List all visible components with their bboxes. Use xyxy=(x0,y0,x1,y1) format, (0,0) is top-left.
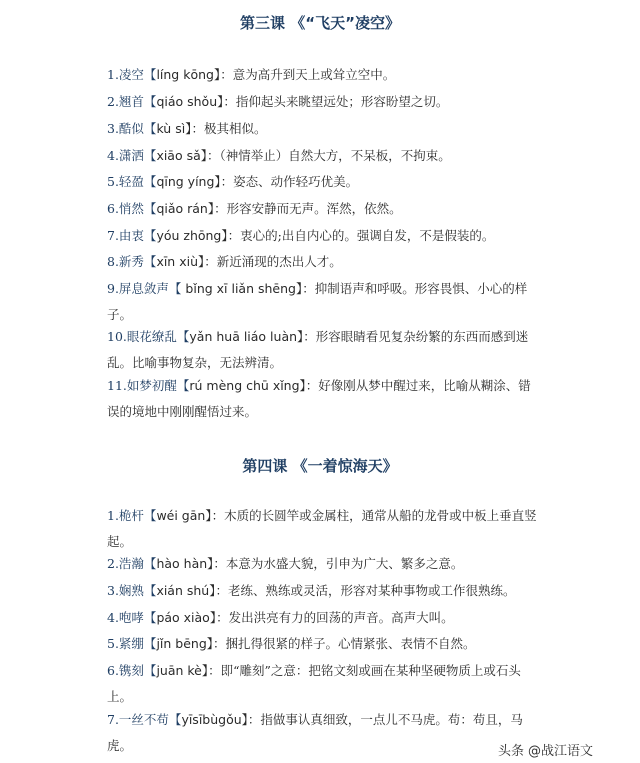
entry-definition: 】：极其相似。 xyxy=(185,121,267,136)
entry-definition: 】：本意为水盛大貌，引申为广大、繁多之意。 xyxy=(207,556,464,571)
entry-definition: 】：木质的长圆竿或金属柱，通常从船的龙骨或中板上垂直竖起。 xyxy=(107,508,537,549)
entry-term: 11.如梦初醒【 xyxy=(107,378,190,393)
entry-xinxiu xyxy=(107,249,537,275)
entry-definition: 】：指仰起头来眺望远处；形容盼望之切。 xyxy=(217,94,449,109)
entry-term: 6.悄然【 xyxy=(107,201,157,216)
entry-pinyin: páo xiào xyxy=(156,610,210,625)
entry-term: 2.翘首【 xyxy=(107,94,157,109)
entry-definition: 】：姿态、动作轻巧优美。 xyxy=(214,174,359,189)
entry-haohan xyxy=(107,551,537,577)
entry-weigan xyxy=(107,503,537,555)
entry-term: 1.桅杆【 xyxy=(107,508,157,523)
entry-term: 1.凌空【 xyxy=(107,67,157,82)
watermark-prefix: 头条 xyxy=(498,743,525,759)
entry-term: 4.咆哮【 xyxy=(107,610,157,625)
entry-definition: 】：衷心的;出自内心的。强调自发，不是假装的。 xyxy=(221,228,495,243)
entry-definition: 】：即“雕刻”之意：把铭文刻或画在某种坚硬物质上或石头上。 xyxy=(107,663,521,704)
lesson-4-title: 第四课 《一着惊海天》 xyxy=(242,457,398,475)
entry-definition: 】：指做事认真细致，一点儿不马虎。苟：苟且，马虎。 xyxy=(107,712,523,753)
entry-definition: 】：捆扎得很紧的样子。心情紧张、表情不自然。 xyxy=(206,636,476,651)
entry-definition: 】：老练、熟练或灵活，形容对某种事物或工作很熟练。 xyxy=(209,583,516,598)
entry-term: 10.眼花缭乱【 xyxy=(107,329,190,344)
entry-qiaoshou xyxy=(107,89,537,115)
entry-pinyin: xīn xiù xyxy=(156,254,198,269)
entry-qiaoran xyxy=(107,196,537,222)
entry-pinyin: jǐn bēng xyxy=(156,636,207,651)
entry-kusi xyxy=(107,116,537,142)
entry-term: 7.一丝不苟【 xyxy=(107,712,182,727)
entry-yisibugou xyxy=(107,707,537,759)
entry-definition: 】：发出洪亮有力的回荡的声音。高声大叫。 xyxy=(209,610,454,625)
entry-pinyin: hào hàn xyxy=(156,556,208,571)
entry-pinyin: bǐng xī liǎn shēng xyxy=(185,281,296,296)
entry-term: 5.轻盈【 xyxy=(107,174,157,189)
entry-pinyin: yīsībùgǒu xyxy=(181,712,242,727)
entry-pinyin: qiǎo rán xyxy=(156,201,208,216)
entry-bingxiliansheng xyxy=(107,276,537,328)
entry-pinyin: xiāo sǎ xyxy=(156,148,201,163)
entry-pinyin: wéi gān xyxy=(156,508,206,523)
entry-pinyin: yóu zhōng xyxy=(156,228,222,243)
entry-term: 5.紧绷【 xyxy=(107,636,157,651)
entry-definition: 】：（神情举止）自然大方，不呆板，不拘束。 xyxy=(200,148,451,163)
entry-pinyin: qīng yíng xyxy=(156,174,215,189)
entry-definition: 】：好像刚从梦中醒过来，比喻从糊涂、错误的境地中刚刚醒悟过来。 xyxy=(107,378,531,419)
watermark-text: @战江语文 xyxy=(528,743,594,759)
entry-term: 6.镌刻【 xyxy=(107,663,157,678)
entry-pinyin: xián shú xyxy=(156,583,210,598)
entry-jinbeng xyxy=(107,631,537,657)
entry-definition: 】：形容眼睛看见复杂纷繁的东西而感到迷乱。比喻事物复杂，无法辨清。 xyxy=(107,329,529,370)
entry-rumengchuxing xyxy=(107,373,537,425)
entry-paoxiao xyxy=(107,605,537,631)
entry-youzhong xyxy=(107,223,537,249)
lesson-3-title: 第三课 《“飞天”凌空》 xyxy=(240,14,400,32)
entry-term: 4.潇洒【 xyxy=(107,148,157,163)
entry-pinyin: yǎn huā liáo luàn xyxy=(189,329,298,344)
entry-pinyin: kù sì xyxy=(156,121,186,136)
entry-term: 3.酷似【 xyxy=(107,121,157,136)
entry-definition: 】：形容安静而无声。浑然，依然。 xyxy=(207,201,402,216)
entry-lingkong xyxy=(107,62,537,88)
entry-pinyin: rú mèng chū xǐng xyxy=(189,378,300,393)
entry-term: 9.屏息敛声【 xyxy=(107,281,186,296)
entry-xiaosa xyxy=(107,143,537,169)
entry-term: 3.娴熟【 xyxy=(107,583,157,598)
entry-qingying xyxy=(107,169,537,195)
entry-definition: 】：新近涌现的杰出人才。 xyxy=(198,254,342,269)
entry-yanhualiaoluan xyxy=(107,324,537,376)
entry-pinyin: juān kè xyxy=(156,663,202,678)
watermark xyxy=(498,740,593,758)
entry-term: 8.新秀【 xyxy=(107,254,157,269)
entry-term: 2.浩瀚【 xyxy=(107,556,157,571)
entry-pinyin: líng kōng xyxy=(156,67,214,82)
entry-definition: 】：抑制语声和呼吸。形容畏惧、小心的样子。 xyxy=(107,281,528,322)
entry-term: 7.由衷【 xyxy=(107,228,157,243)
entry-xianshu xyxy=(107,578,537,604)
entry-pinyin: qiáo shǒu xyxy=(156,94,218,109)
entry-juanke xyxy=(107,658,537,710)
entry-definition: 】：意为高升到天上或耸立空中。 xyxy=(213,67,396,82)
